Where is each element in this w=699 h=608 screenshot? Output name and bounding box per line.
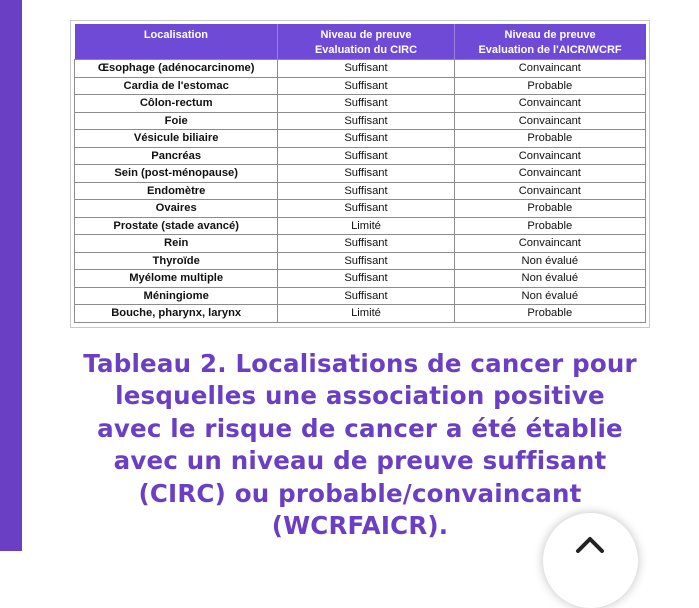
cell-circ: Suffisant xyxy=(278,182,454,200)
cell-circ: Suffisant xyxy=(278,287,454,305)
left-accent-bar xyxy=(0,0,22,551)
cell-localisation: Cardia de l'estomac xyxy=(75,77,278,95)
header-circ: Niveau de preuve Evaluation du CIRC xyxy=(278,24,454,60)
header-aicr-wcrf: Niveau de preuve Evaluation de l'AICR/WCRF xyxy=(454,24,645,60)
cell-aicr-wcrf: Probable xyxy=(454,130,645,148)
cell-aicr-wcrf: Probable xyxy=(454,77,645,95)
table xyxy=(74,24,646,323)
table-row xyxy=(75,130,646,148)
table-row xyxy=(75,305,646,323)
cell-aicr-wcrf: Convaincant xyxy=(454,182,645,200)
table-row xyxy=(75,217,646,235)
cell-circ: Suffisant xyxy=(278,270,454,288)
cell-circ: Suffisant xyxy=(278,95,454,113)
cell-aicr-wcrf: Convaincant xyxy=(454,112,645,130)
cell-localisation: Prostate (stade avancé) xyxy=(75,217,278,235)
cancer-evidence-table xyxy=(70,20,650,328)
cell-circ: Suffisant xyxy=(278,200,454,218)
cell-localisation: Myélome multiple xyxy=(75,270,278,288)
cell-localisation: Côlon-rectum xyxy=(75,95,278,113)
cell-circ: Suffisant xyxy=(278,165,454,183)
table-row xyxy=(75,77,646,95)
cell-circ: Suffisant xyxy=(278,60,454,78)
cell-localisation: Bouche, pharynx, larynx xyxy=(75,305,278,323)
cell-localisation: Foie xyxy=(75,112,278,130)
table-row xyxy=(75,60,646,78)
cell-localisation: Thyroïde xyxy=(75,252,278,270)
cell-localisation: Sein (post-ménopause) xyxy=(75,165,278,183)
caption-line: Tableau 2. Localisations de cancer pour xyxy=(83,349,637,378)
cell-aicr-wcrf: Convaincant xyxy=(454,147,645,165)
cell-localisation: Rein xyxy=(75,235,278,253)
caption-line: avec le risque de cancer a été établie xyxy=(97,413,623,443)
table-row xyxy=(75,252,646,270)
cell-aicr-wcrf: Convaincant xyxy=(454,165,645,183)
scroll-to-top-button[interactable] xyxy=(543,513,638,608)
table-row xyxy=(75,235,646,253)
cell-localisation: Méningiome xyxy=(75,287,278,305)
cell-circ: Suffisant xyxy=(278,130,454,148)
cell-localisation: Ovaires xyxy=(75,200,278,218)
cell-localisation: Vésicule biliaire xyxy=(75,130,278,148)
table-row xyxy=(75,112,646,130)
table-row xyxy=(75,200,646,218)
table-row xyxy=(75,182,646,200)
cell-circ: Limité xyxy=(278,217,454,235)
caption-line: (WCRFAICR). xyxy=(271,511,449,541)
table-row xyxy=(75,147,646,165)
cell-circ: Limité xyxy=(278,305,454,323)
cell-aicr-wcrf: Non évalué xyxy=(454,252,645,270)
table-row xyxy=(75,270,646,288)
cell-localisation: Endomètre xyxy=(75,182,278,200)
caption-line: lesquelles une association positive xyxy=(115,381,605,411)
cell-localisation: Œsophage (adénocarcinome) xyxy=(75,60,278,78)
cell-aicr-wcrf: Probable xyxy=(454,305,645,323)
cell-circ: Suffisant xyxy=(278,235,454,253)
cell-circ: Suffisant xyxy=(278,252,454,270)
cell-localisation: Pancréas xyxy=(75,147,278,165)
cell-circ: Suffisant xyxy=(278,147,454,165)
table-row xyxy=(75,95,646,113)
cell-aicr-wcrf: Probable xyxy=(454,217,645,235)
caption-line: avec un niveau de preuve suffisant xyxy=(113,446,607,476)
table-row xyxy=(75,165,646,183)
table-header-row xyxy=(75,24,646,60)
table-caption xyxy=(60,348,660,542)
cell-aicr-wcrf: Probable xyxy=(454,200,645,218)
cell-aicr-wcrf: Non évalué xyxy=(454,287,645,305)
cell-circ: Suffisant xyxy=(278,77,454,95)
cell-aicr-wcrf: Convaincant xyxy=(454,60,645,78)
table-row xyxy=(75,287,646,305)
cell-aicr-wcrf: Non évalué xyxy=(454,270,645,288)
cell-aicr-wcrf: Convaincant xyxy=(454,95,645,113)
header-localisation: Localisation xyxy=(75,24,278,60)
cell-aicr-wcrf: Convaincant xyxy=(454,235,645,253)
chevron-up-icon xyxy=(575,535,605,553)
cell-circ: Suffisant xyxy=(278,112,454,130)
caption-line: (CIRC) ou probable/convaincant xyxy=(138,478,582,508)
